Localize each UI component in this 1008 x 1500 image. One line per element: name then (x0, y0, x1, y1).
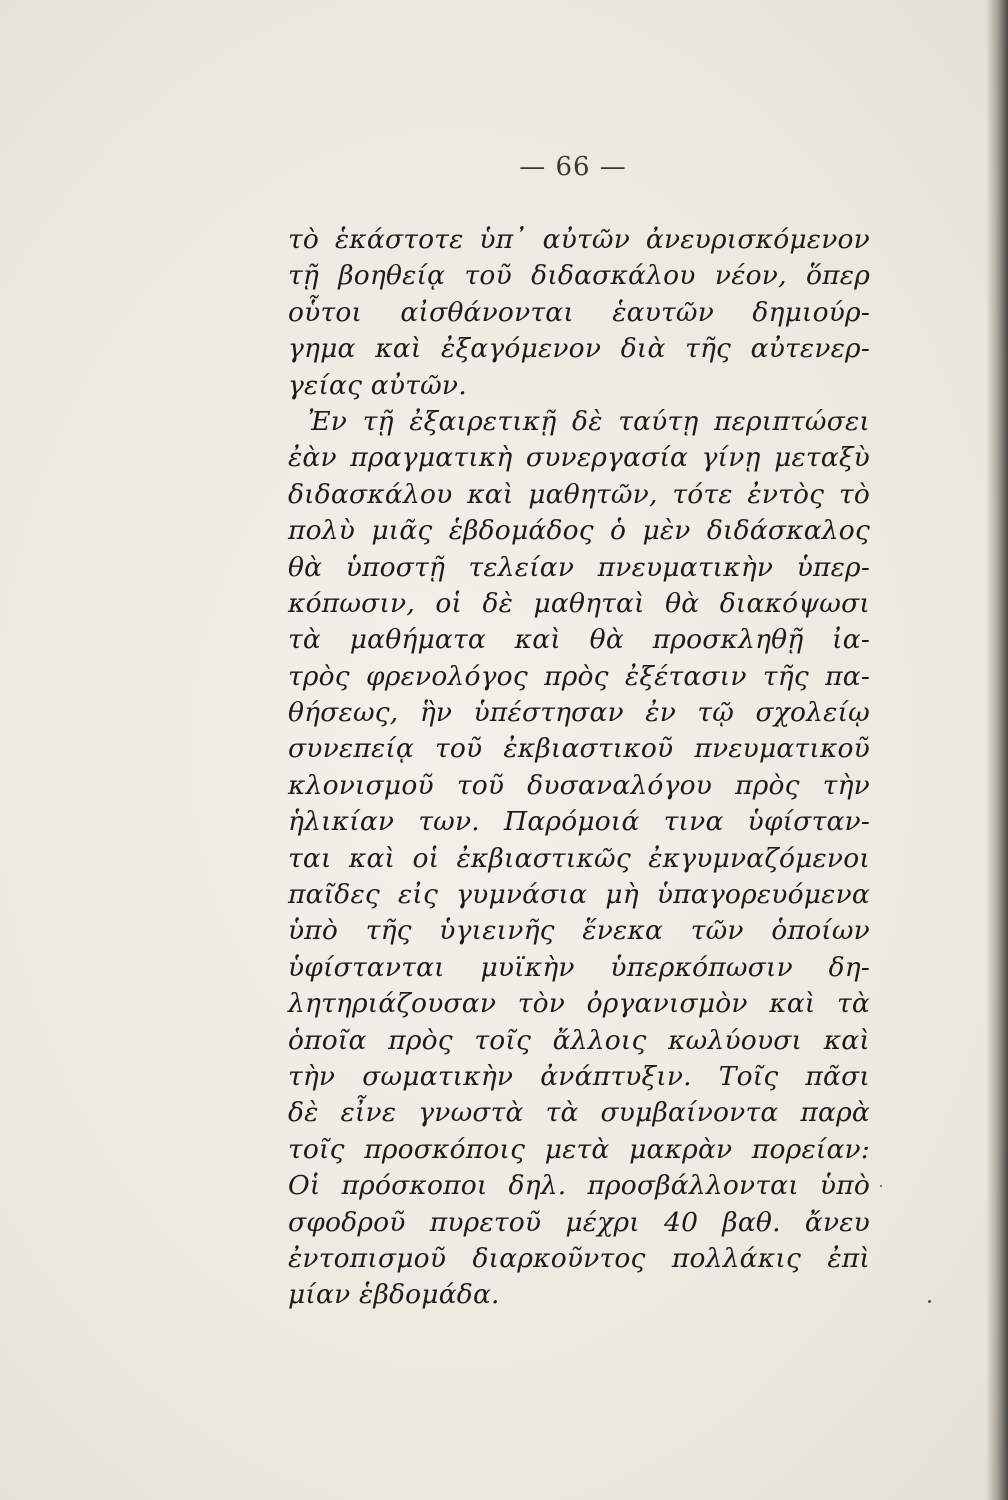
text-line: μίαν ἑβδομάδα. (288, 1279, 500, 1311)
text-line: κόπωσιν, οἱ δὲ μαθηταὶ θὰ διακόψωσι (288, 587, 870, 619)
text-line: τὴν σωματικὴν ἀνάπτυξιν. Τοῖς πᾶσι (288, 1060, 870, 1092)
body-text (288, 222, 870, 1314)
text-line: δὲ εἶνε γνωστὰ τὰ συμβαίνοντα παρὰ (288, 1097, 870, 1129)
text-line: ὑπὸ τῆς ὑγιεινῆς ἕνεκα τῶν ὁποίων (288, 915, 870, 947)
text-line: Ἐν τῇ ἐξαιρετικῇ δὲ ταύτῃ περιπτώσει (308, 405, 870, 437)
text-line: διδασκάλου καὶ μαθητῶν, τότε ἐντὸς τὸ (288, 478, 870, 510)
text-line: θὰ ὑποστῇ τελείαν πνευματικὴν ὑπερ- (288, 551, 870, 583)
page-binding-shadow (986, 0, 1008, 1500)
text-line: οὗτοι αἰσθάνονται ἑαυτῶν δημιούρ- (288, 296, 870, 328)
text-line: ὁποῖα πρὸς τοῖς ἄλλοις κωλύουσι καὶ (288, 1024, 870, 1056)
text-line: τὰ μαθήματα καὶ θὰ προσκληθῇ ἰα- (288, 624, 870, 656)
paper-speck (928, 1300, 931, 1303)
text-line: ἐντοπισμοῦ διαρκοῦντος πολλάκις ἐπὶ (288, 1242, 870, 1274)
text-line: συνεπείᾳ τοῦ ἐκβιαστικοῦ πνευματικοῦ (288, 733, 870, 765)
text-line: γημα καὶ ἐξαγόμενον διὰ τῆς αὐτενερ- (288, 333, 870, 365)
text-line: θήσεως, ἣν ὑπέστησαν ἐν τῷ σχολείῳ (288, 697, 870, 729)
page-number: — 66 — (519, 152, 627, 182)
text-line: Οἱ πρόσκοποι δηλ. προσβάλλονται ὑπὸ (288, 1170, 870, 1202)
text-line: τρὸς φρενολόγος πρὸς ἐξέτασιν τῆς πα- (288, 660, 870, 692)
text-line: ὑφίστανται μυϊκὴν ὑπερκόπωσιν δη- (288, 951, 870, 983)
text-line: ἡλικίαν των. Παρόμοιά τινα ὑφίσταν- (288, 806, 870, 838)
text-line: παῖδες εἰς γυμνάσια μὴ ὑπαγορευόμενα (288, 879, 870, 911)
text-line: κλονισμοῦ τοῦ δυσαναλόγου πρὸς τὴν (288, 769, 870, 801)
text-line: ται καὶ οἱ ἐκβιαστικῶς ἐκγυμναζόμενοι (288, 842, 870, 874)
text-line: τὸ ἑκάστοτε ὑπ᾿ αὐτῶν ἀνευρισκόμενον (288, 224, 870, 255)
text-line: ἐὰν πραγματικὴ συνεργασία γίνῃ μεταξὺ (288, 442, 870, 474)
text-line: γείας αὐτῶν. (288, 369, 467, 401)
text-line: λητηριάζουσαν τὸν ὀργανισμὸν καὶ τὰ (288, 988, 870, 1020)
text-line: πολὺ μιᾶς ἑβδομάδος ὁ μὲν διδάσκαλος (288, 515, 870, 547)
text-line: τοῖς προσκόποις μετὰ μακρὰν πορείαν: (288, 1133, 870, 1165)
text-line: σφοδροῦ πυρετοῦ μέχρι 40 βαθ. ἄνευ (288, 1206, 870, 1238)
paper-speck (880, 1185, 882, 1187)
text-line: τῇ βοηθείᾳ τοῦ διδασκάλου νέον, ὅπερ (288, 260, 870, 292)
